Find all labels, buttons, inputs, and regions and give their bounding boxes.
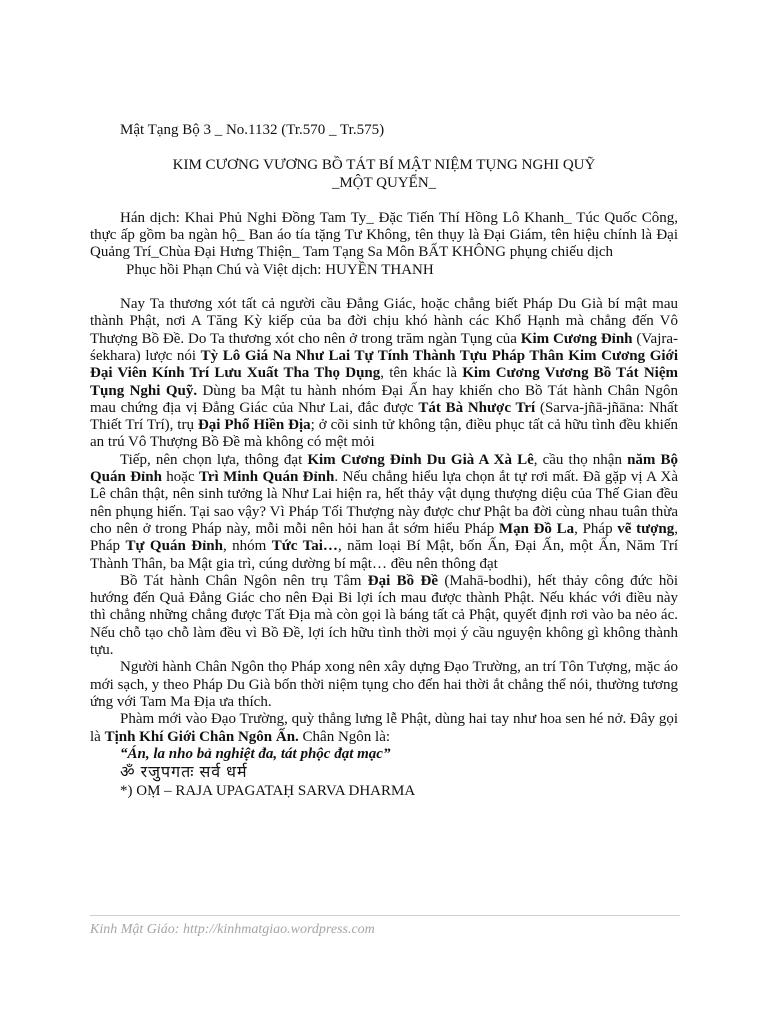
document-body [90, 122, 678, 801]
mantra-script: ॐ रजुपगतः सर्व धर्म [120, 764, 248, 782]
sutra-title [90, 157, 678, 192]
footer-source: Kinh Mật Giáo: http://kinhmatgiao.wordpress.com [90, 922, 375, 937]
mantra-vietnamese: “Án, la nho bả nghiệt đa, tát phộc đạt mạc” [120, 745, 391, 762]
paragraph-4: Người hành Chân Ngôn thọ Pháp xong nên xây dựng Đạo Trường, an trí Tôn Tượng, mặc áo mới sạch, y theo Pháp Du Già bốn thời niệm tụng cho đến hai thời ắt chẳng thể nói, thường tương ứng với Tam Ma Địa ưa thích. [90, 659, 678, 710]
paragraph-1: Nay Ta thương xót tất cả người cầu Đẳng Giác, hoặc chẳng biết Pháp Du Già bí mật mau thành Phật, nơi A Tăng Kỳ kiếp của ba đời chịu khó hành các Khổ Hạnh mà chẳng đến Vô Thượng Bồ Đề. Do Ta thương xót cho nên ở trong trăm ngàn Tụng của Kim Cương Đỉnh (Vajra-śekhara) lược nói Tỳ Lô Giá Na Như Lai Tự Tính Thành Tựu Pháp Thân Kim Cương Giới Đại Viên Kính Trí Lưu Xuất Tha Thọ Dụng, tên khác là Kim Cương Vương Bồ Tát Niệm Tụng Nghi Quỹ. Dùng ba Mật tu hành nhóm Đại Ấn hay khiến cho Bồ Tát hành Chân Ngôn mau chứng địa vị Đẳng Giác của Như Lai, đắc được Tát Bà Nhược Trí (Sarva-jñā-jñāna: Nhất Thiết Trí Trí), trụ Đại Phổ Hiền Địa; ở cõi sinh tử không tận, điều phục tất cả hữu tình đều khiến an trú Vô Thượng Bồ Đề mà không có mệt mỏi [90, 296, 679, 451]
restoration-credit: Phục hồi Phạn Chú và Việt dịch: HUYỀN THANH [126, 261, 434, 278]
translator-credit: Hán dịch: Khai Phủ Nghi Đồng Tam Ty_ Đặc Tiến Thí Hồng Lô Khanh_ Túc Quốc Công, thực ấp gồm ba ngàn hộ_ Ban áo tía tặng Tư Không, tên thụy là Đại Giám, tên hiệu chính là Đại Quảng Trí_Chùa Đại Hưng Thiện_ Tam Tạng Sa Môn BẤT KHÔNG phụng chiếu dịch [90, 209, 678, 261]
title-line-1: KIM CƯƠNG VƯƠNG BỒ TÁT BÍ MẬT NIỆM TỤNG NGHI QUỸ [172, 157, 596, 174]
mantra-transliteration: *) OṂ – RAJA UPAGATAḤ SARVA DHARMA [120, 783, 416, 800]
collection-reference: Mật Tạng Bộ 3 _ No.1132 (Tr.570 _ Tr.575) [120, 122, 385, 138]
paragraph-3: Bồ Tát hành Chân Ngôn nên trụ Tâm Đại Bồ Đề (Mahā-bodhi), hết thảy công đức hồi hướng đến Quả Đẳng Giác cho nên Đại Bi lợi ích mau được thành Phật. Nếu khác với điều này thì chẳng những chẳng được Tất Địa mà còn gọi là báng tất cả Phật, quyết định rơi vào ba nẻo ác. Nếu chỗ tạo chỗ làm đều vì Bồ Đề, lợi ích hữu tình thời mọi ý cầu nguyện không gì không thành tựu. [90, 572, 678, 659]
paragraph-2: Tiếp, nên chọn lựa, thông đạt Kim Cương Đỉnh Du Già A Xà Lê, cầu thọ nhận năm Bộ Quán Đỉnh hoặc Trì Minh Quán Đỉnh. Nếu chẳng hiểu lựa chọn ắt tự rơi mất. Đã gặp vị A Xà Lê chân thật, nên sinh tưởng là Như Lai hiện ra, hết thảy vật dụng thượng diệu của Thế Gian đều nên phụng hiến. Tại sao vậy? Vì Pháp Tối Thượng này được chư Phật ba đời cùng nhau tuân thừa cho nên ở trong Pháp này, mỗi mỗi nên hỏi han ắt sớm hiểu Pháp Mạn Đồ La, Pháp vẽ tượng, Pháp Tự Quán Đỉnh, nhóm Tức Tai…, năm loại Bí Mật, bốn Ấn, Đại Ấn, một Ấn, Năm Trí Thành Thân, ba Mật gia trì, cúng dường bí mật… đều nên thông đạt [90, 451, 679, 572]
footer-divider [90, 915, 680, 916]
title-line-2: _MỘT QUYỂN_ [331, 174, 437, 191]
paragraph-5: Phàm mới vào Đạo Trường, quỳ thẳng lưng lễ Phật, dùng hai tay như hoa sen hé nở. Đây gọi là Tịnh Khí Giới Chân Ngôn Ấn. Chân Ngôn là: [90, 711, 678, 745]
